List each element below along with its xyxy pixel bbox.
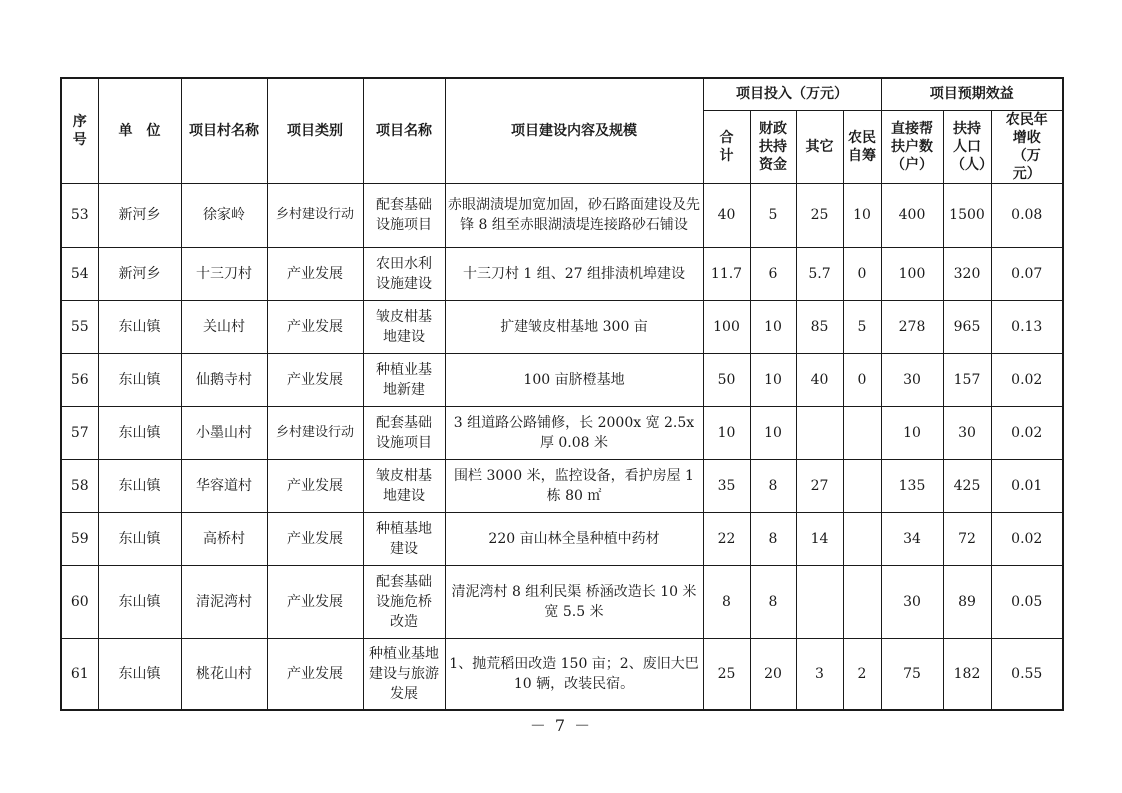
header-households: 直接帮扶户数（户） [881,110,943,183]
header-benefit-group: 项目预期效益 [881,78,1063,110]
cell-population: 1500 [943,183,991,247]
cell-population: 320 [943,247,991,300]
cell-total: 35 [703,459,750,512]
cell-households: 135 [881,459,943,512]
cell-households: 278 [881,300,943,353]
header-seq: 序号 [61,78,98,183]
cell-village: 小墨山村 [181,406,267,459]
cell-farmer [843,512,881,565]
cell-seq: 61 [61,638,98,710]
table-row [61,459,1063,512]
cell-other: 3 [796,638,843,710]
table-row [61,353,1063,406]
cell-content: 扩建皱皮柑基地 300 亩 [445,300,703,353]
cell-project-name: 配套基础设施危桥改造 [363,565,445,638]
cell-other: 14 [796,512,843,565]
header-content: 项目建设内容及规模 [445,78,703,183]
cell-content: 清泥湾村 8 组利民渠 桥涵改造长 10 米宽 5.5 米 [445,565,703,638]
header-fiscal: 财政扶持资金 [750,110,796,183]
cell-unit: 东山镇 [98,638,181,710]
cell-category: 产业发展 [267,300,363,353]
cell-farmer: 2 [843,638,881,710]
cell-other: 40 [796,353,843,406]
cell-total: 8 [703,565,750,638]
cell-households: 100 [881,247,943,300]
cell-population: 30 [943,406,991,459]
cell-population: 72 [943,512,991,565]
cell-project-name: 种植业基地新建 [363,353,445,406]
cell-total: 22 [703,512,750,565]
table-row [61,565,1063,638]
cell-income: 0.08 [991,183,1063,247]
cell-farmer [843,565,881,638]
cell-total: 25 [703,638,750,710]
cell-total: 100 [703,300,750,353]
cell-households: 34 [881,512,943,565]
cell-unit: 东山镇 [98,300,181,353]
cell-category: 产业发展 [267,565,363,638]
header-village: 项目村名称 [181,78,267,183]
cell-farmer: 10 [843,183,881,247]
cell-total: 10 [703,406,750,459]
cell-other: 85 [796,300,843,353]
header-other: 其它 [796,110,843,183]
cell-content: 围栏 3000 米，监控设备，看护房屋 1 栋 80 ㎡ [445,459,703,512]
table-row [61,512,1063,565]
cell-fiscal: 6 [750,247,796,300]
cell-population: 89 [943,565,991,638]
cell-category: 产业发展 [267,512,363,565]
cell-households: 400 [881,183,943,247]
cell-total: 40 [703,183,750,247]
cell-seq: 58 [61,459,98,512]
cell-category: 乡村建设行动 [267,183,363,247]
header-population: 扶持人口（人） [943,110,991,183]
cell-income: 0.02 [991,512,1063,565]
cell-content: 十三刀村 1 组、27 组排渍机埠建设 [445,247,703,300]
table-row [61,183,1063,247]
cell-income: 0.01 [991,459,1063,512]
cell-village: 仙鹅寺村 [181,353,267,406]
cell-seq: 53 [61,183,98,247]
project-table [60,77,1064,711]
cell-farmer: 0 [843,247,881,300]
cell-income: 0.55 [991,638,1063,710]
cell-content: 220 亩山林全垦种植中药材 [445,512,703,565]
cell-unit: 东山镇 [98,512,181,565]
cell-other [796,565,843,638]
cell-project-name: 皱皮柑基地建设 [363,300,445,353]
cell-category: 产业发展 [267,459,363,512]
cell-other: 5.7 [796,247,843,300]
cell-seq: 55 [61,300,98,353]
cell-project-name: 种植基地建设 [363,512,445,565]
cell-income: 0.13 [991,300,1063,353]
cell-income: 0.02 [991,353,1063,406]
cell-seq: 59 [61,512,98,565]
cell-village: 桃花山村 [181,638,267,710]
header-project-name: 项目名称 [363,78,445,183]
header-income: 农民年增收（万元） [991,110,1063,183]
cell-seq: 60 [61,565,98,638]
cell-households: 30 [881,353,943,406]
cell-households: 10 [881,406,943,459]
cell-project-name: 皱皮柑基地建设 [363,459,445,512]
header-investment-group: 项目投入（万元） [703,78,881,110]
cell-fiscal: 8 [750,459,796,512]
cell-fiscal: 8 [750,565,796,638]
cell-unit: 东山镇 [98,353,181,406]
cell-total: 11.7 [703,247,750,300]
header-total: 合计 [703,110,750,183]
cell-population: 182 [943,638,991,710]
cell-income: 0.02 [991,406,1063,459]
cell-seq: 57 [61,406,98,459]
header-category: 项目类别 [267,78,363,183]
cell-farmer [843,459,881,512]
cell-population: 425 [943,459,991,512]
cell-other: 25 [796,183,843,247]
table-row [61,406,1063,459]
cell-fiscal: 8 [750,512,796,565]
cell-seq: 56 [61,353,98,406]
cell-project-name: 配套基础设施项目 [363,406,445,459]
header-farmer: 农民自筹 [843,110,881,183]
cell-content: 1、抛荒稻田改造 150 亩；2、废旧大巴 10 辆，改装民宿。 [445,638,703,710]
cell-project-name: 农田水利设施建设 [363,247,445,300]
cell-unit: 新河乡 [98,247,181,300]
page-number: － 7 － [529,716,593,735]
cell-farmer: 5 [843,300,881,353]
cell-category: 产业发展 [267,247,363,300]
cell-village: 华容道村 [181,459,267,512]
cell-farmer [843,406,881,459]
cell-content: 3 组道路公路铺修，长 2000x 宽 2.5x 厚 0.08 米 [445,406,703,459]
cell-fiscal: 10 [750,300,796,353]
cell-other [796,406,843,459]
cell-project-name: 配套基础设施项目 [363,183,445,247]
header-unit: 单 位 [98,78,181,183]
cell-unit: 东山镇 [98,459,181,512]
cell-households: 75 [881,638,943,710]
cell-village: 高桥村 [181,512,267,565]
cell-fiscal: 10 [750,353,796,406]
cell-seq: 54 [61,247,98,300]
cell-unit: 新河乡 [98,183,181,247]
cell-farmer: 0 [843,353,881,406]
cell-income: 0.05 [991,565,1063,638]
cell-village: 徐家岭 [181,183,267,247]
cell-category: 产业发展 [267,353,363,406]
cell-content: 100 亩脐橙基地 [445,353,703,406]
cell-fiscal: 5 [750,183,796,247]
cell-total: 50 [703,353,750,406]
cell-households: 30 [881,565,943,638]
cell-fiscal: 20 [750,638,796,710]
cell-category: 产业发展 [267,638,363,710]
cell-unit: 东山镇 [98,565,181,638]
table-row [61,247,1063,300]
cell-village: 十三刀村 [181,247,267,300]
cell-fiscal: 10 [750,406,796,459]
table-row [61,300,1063,353]
cell-village: 关山村 [181,300,267,353]
cell-population: 157 [943,353,991,406]
table-row [61,638,1063,710]
cell-income: 0.07 [991,247,1063,300]
cell-population: 965 [943,300,991,353]
cell-other: 27 [796,459,843,512]
cell-unit: 东山镇 [98,406,181,459]
cell-village: 清泥湾村 [181,565,267,638]
cell-content: 赤眼湖渍堤加宽加固，砂石路面建设及先锋 8 组至赤眼湖渍堤连接路砂石铺设 [445,183,703,247]
cell-project-name: 种植业基地建设与旅游发展 [363,638,445,710]
cell-category: 乡村建设行动 [267,406,363,459]
